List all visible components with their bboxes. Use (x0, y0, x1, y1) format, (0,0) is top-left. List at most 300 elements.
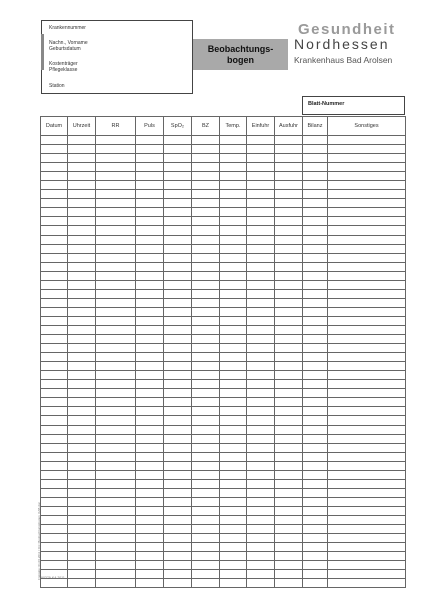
table-cell[interactable] (192, 525, 220, 534)
table-cell[interactable] (247, 280, 275, 289)
table-cell[interactable] (220, 181, 247, 190)
table-cell[interactable] (275, 425, 303, 434)
table-cell[interactable] (68, 353, 96, 362)
table-cell[interactable] (328, 461, 406, 470)
table-cell[interactable] (136, 515, 164, 524)
table-cell[interactable] (164, 335, 192, 344)
table-cell[interactable] (328, 253, 406, 262)
table-cell[interactable] (41, 425, 68, 434)
table-cell[interactable] (220, 488, 247, 497)
table-cell[interactable] (68, 344, 96, 353)
table-cell[interactable] (136, 298, 164, 307)
table-cell[interactable] (96, 525, 136, 534)
blatt-nummer-box[interactable] (302, 96, 405, 115)
table-cell[interactable] (68, 443, 96, 452)
table-cell[interactable] (247, 190, 275, 199)
table-cell[interactable] (96, 434, 136, 443)
table-cell[interactable] (136, 425, 164, 434)
table-cell[interactable] (68, 497, 96, 506)
table-cell[interactable] (96, 235, 136, 244)
table-cell[interactable] (275, 325, 303, 334)
table-cell[interactable] (303, 479, 328, 488)
table-cell[interactable] (136, 407, 164, 416)
table-cell[interactable] (192, 552, 220, 561)
table-cell[interactable] (247, 389, 275, 398)
table-cell[interactable] (164, 325, 192, 334)
table-cell[interactable] (192, 335, 220, 344)
table-cell[interactable] (303, 235, 328, 244)
table-cell[interactable] (192, 534, 220, 543)
table-cell[interactable] (136, 497, 164, 506)
table-cell[interactable] (164, 190, 192, 199)
table-cell[interactable] (303, 506, 328, 515)
table-cell[interactable] (328, 506, 406, 515)
table-cell[interactable] (275, 380, 303, 389)
table-cell[interactable] (328, 163, 406, 172)
table-cell[interactable] (96, 534, 136, 543)
table-cell[interactable] (275, 579, 303, 588)
table-cell[interactable] (164, 389, 192, 398)
table-cell[interactable] (247, 289, 275, 298)
table-cell[interactable] (192, 389, 220, 398)
table-cell[interactable] (247, 371, 275, 380)
table-cell[interactable] (164, 307, 192, 316)
table-cell[interactable] (247, 407, 275, 416)
table-cell[interactable] (136, 570, 164, 579)
table-cell[interactable] (96, 371, 136, 380)
table-cell[interactable] (136, 335, 164, 344)
table-cell[interactable] (328, 172, 406, 181)
table-cell[interactable] (275, 515, 303, 524)
table-cell[interactable] (247, 271, 275, 280)
table-cell[interactable] (247, 506, 275, 515)
table-cell[interactable] (41, 488, 68, 497)
table-cell[interactable] (68, 380, 96, 389)
table-cell[interactable] (328, 470, 406, 479)
table-cell[interactable] (96, 325, 136, 334)
table-cell[interactable] (192, 570, 220, 579)
table-cell[interactable] (247, 181, 275, 190)
table-cell[interactable] (328, 579, 406, 588)
table-cell[interactable] (220, 154, 247, 163)
table-cell[interactable] (96, 552, 136, 561)
table-cell[interactable] (68, 190, 96, 199)
table-cell[interactable] (41, 253, 68, 262)
table-cell[interactable] (303, 136, 328, 145)
table-cell[interactable] (164, 497, 192, 506)
table-cell[interactable] (303, 389, 328, 398)
table-cell[interactable] (164, 371, 192, 380)
table-cell[interactable] (247, 217, 275, 226)
table-cell[interactable] (303, 199, 328, 208)
table-cell[interactable] (303, 344, 328, 353)
table-cell[interactable] (303, 380, 328, 389)
table-cell[interactable] (41, 307, 68, 316)
table-cell[interactable] (41, 145, 68, 154)
table-cell[interactable] (220, 316, 247, 325)
table-cell[interactable] (220, 479, 247, 488)
table-cell[interactable] (247, 470, 275, 479)
table-cell[interactable] (275, 371, 303, 380)
table-cell[interactable] (220, 335, 247, 344)
table-cell[interactable] (41, 534, 68, 543)
table-cell[interactable] (96, 470, 136, 479)
table-cell[interactable] (96, 145, 136, 154)
table-cell[interactable] (247, 488, 275, 497)
table-cell[interactable] (96, 289, 136, 298)
table-cell[interactable] (192, 362, 220, 371)
table-cell[interactable] (192, 271, 220, 280)
table-cell[interactable] (220, 416, 247, 425)
table-cell[interactable] (68, 506, 96, 515)
table-cell[interactable] (303, 579, 328, 588)
table-cell[interactable] (275, 298, 303, 307)
table-cell[interactable] (41, 154, 68, 163)
table-cell[interactable] (164, 579, 192, 588)
table-cell[interactable] (303, 570, 328, 579)
table-cell[interactable] (275, 389, 303, 398)
table-cell[interactable] (68, 434, 96, 443)
table-cell[interactable] (192, 353, 220, 362)
table-cell[interactable] (220, 497, 247, 506)
table-cell[interactable] (220, 452, 247, 461)
table-cell[interactable] (275, 199, 303, 208)
table-cell[interactable] (220, 434, 247, 443)
table-cell[interactable] (68, 163, 96, 172)
table-cell[interactable] (164, 163, 192, 172)
table-cell[interactable] (164, 416, 192, 425)
table-cell[interactable] (68, 461, 96, 470)
table-cell[interactable] (96, 416, 136, 425)
table-cell[interactable] (164, 244, 192, 253)
table-cell[interactable] (96, 353, 136, 362)
table-cell[interactable] (247, 316, 275, 325)
table-cell[interactable] (328, 570, 406, 579)
table-cell[interactable] (41, 353, 68, 362)
table-cell[interactable] (136, 316, 164, 325)
table-cell[interactable] (96, 226, 136, 235)
table-cell[interactable] (136, 190, 164, 199)
table-cell[interactable] (192, 235, 220, 244)
table-cell[interactable] (275, 525, 303, 534)
table-cell[interactable] (247, 154, 275, 163)
table-cell[interactable] (68, 172, 96, 181)
table-cell[interactable] (303, 461, 328, 470)
table-cell[interactable] (96, 136, 136, 145)
table-cell[interactable] (192, 289, 220, 298)
table-cell[interactable] (136, 235, 164, 244)
table-cell[interactable] (247, 353, 275, 362)
table-cell[interactable] (220, 344, 247, 353)
table-cell[interactable] (328, 353, 406, 362)
table-cell[interactable] (96, 443, 136, 452)
table-cell[interactable] (328, 515, 406, 524)
table-cell[interactable] (192, 145, 220, 154)
table-cell[interactable] (96, 425, 136, 434)
table-cell[interactable] (68, 362, 96, 371)
table-cell[interactable] (275, 353, 303, 362)
table-cell[interactable] (303, 470, 328, 479)
table-cell[interactable] (136, 172, 164, 181)
table-cell[interactable] (247, 344, 275, 353)
table-cell[interactable] (328, 217, 406, 226)
table-cell[interactable] (192, 307, 220, 316)
table-cell[interactable] (303, 289, 328, 298)
table-cell[interactable] (164, 145, 192, 154)
table-cell[interactable] (220, 552, 247, 561)
table-cell[interactable] (328, 425, 406, 434)
table-cell[interactable] (136, 398, 164, 407)
table-cell[interactable] (220, 136, 247, 145)
table-cell[interactable] (192, 280, 220, 289)
table-cell[interactable] (192, 371, 220, 380)
table-cell[interactable] (192, 488, 220, 497)
table-cell[interactable] (275, 280, 303, 289)
table-cell[interactable] (192, 262, 220, 271)
table-cell[interactable] (275, 154, 303, 163)
table-cell[interactable] (96, 163, 136, 172)
table-cell[interactable] (247, 416, 275, 425)
table-cell[interactable] (247, 497, 275, 506)
table-cell[interactable] (275, 335, 303, 344)
table-cell[interactable] (220, 579, 247, 588)
table-cell[interactable] (303, 561, 328, 570)
table-cell[interactable] (247, 262, 275, 271)
table-cell[interactable] (328, 479, 406, 488)
table-cell[interactable] (275, 136, 303, 145)
table-cell[interactable] (220, 506, 247, 515)
table-cell[interactable] (164, 298, 192, 307)
table-cell[interactable] (96, 461, 136, 470)
table-cell[interactable] (68, 298, 96, 307)
table-cell[interactable] (68, 479, 96, 488)
table-cell[interactable] (328, 136, 406, 145)
table-cell[interactable] (220, 425, 247, 434)
table-cell[interactable] (328, 199, 406, 208)
table-cell[interactable] (136, 163, 164, 172)
table-cell[interactable] (136, 262, 164, 271)
table-cell[interactable] (41, 335, 68, 344)
table-cell[interactable] (303, 190, 328, 199)
table-cell[interactable] (275, 543, 303, 552)
table-cell[interactable] (136, 208, 164, 217)
table-cell[interactable] (303, 145, 328, 154)
table-cell[interactable] (68, 226, 96, 235)
table-cell[interactable] (136, 389, 164, 398)
table-cell[interactable] (247, 335, 275, 344)
table-cell[interactable] (303, 497, 328, 506)
table-cell[interactable] (220, 271, 247, 280)
table-cell[interactable] (164, 452, 192, 461)
table-cell[interactable] (328, 244, 406, 253)
table-cell[interactable] (192, 561, 220, 570)
table-cell[interactable] (275, 163, 303, 172)
table-cell[interactable] (41, 398, 68, 407)
table-cell[interactable] (41, 371, 68, 380)
table-cell[interactable] (68, 407, 96, 416)
table-cell[interactable] (164, 262, 192, 271)
table-cell[interactable] (96, 407, 136, 416)
table-cell[interactable] (164, 398, 192, 407)
table-cell[interactable] (220, 389, 247, 398)
table-cell[interactable] (247, 515, 275, 524)
table-cell[interactable] (275, 172, 303, 181)
table-cell[interactable] (164, 316, 192, 325)
table-cell[interactable] (303, 307, 328, 316)
table-cell[interactable] (247, 579, 275, 588)
table-cell[interactable] (136, 479, 164, 488)
table-cell[interactable] (275, 181, 303, 190)
table-cell[interactable] (68, 389, 96, 398)
table-cell[interactable] (41, 362, 68, 371)
table-cell[interactable] (328, 154, 406, 163)
table-cell[interactable] (136, 380, 164, 389)
table-cell[interactable] (220, 380, 247, 389)
table-cell[interactable] (220, 543, 247, 552)
table-cell[interactable] (68, 579, 96, 588)
table-cell[interactable] (41, 461, 68, 470)
table-cell[interactable] (192, 398, 220, 407)
table-cell[interactable] (136, 452, 164, 461)
table-cell[interactable] (136, 488, 164, 497)
table-cell[interactable] (220, 534, 247, 543)
table-cell[interactable] (303, 280, 328, 289)
table-cell[interactable] (164, 362, 192, 371)
table-cell[interactable] (96, 262, 136, 271)
table-cell[interactable] (68, 534, 96, 543)
table-cell[interactable] (192, 452, 220, 461)
table-cell[interactable] (303, 488, 328, 497)
table-cell[interactable] (328, 235, 406, 244)
table-cell[interactable] (96, 190, 136, 199)
table-cell[interactable] (192, 298, 220, 307)
table-cell[interactable] (41, 208, 68, 217)
table-cell[interactable] (96, 488, 136, 497)
table-cell[interactable] (247, 461, 275, 470)
table-cell[interactable] (136, 226, 164, 235)
table-cell[interactable] (247, 244, 275, 253)
table-cell[interactable] (192, 316, 220, 325)
table-cell[interactable] (328, 398, 406, 407)
table-cell[interactable] (303, 398, 328, 407)
table-cell[interactable] (41, 579, 68, 588)
table-cell[interactable] (192, 136, 220, 145)
table-cell[interactable] (164, 434, 192, 443)
table-cell[interactable] (41, 298, 68, 307)
table-cell[interactable] (68, 244, 96, 253)
table-cell[interactable] (41, 235, 68, 244)
table-cell[interactable] (303, 525, 328, 534)
table-cell[interactable] (328, 362, 406, 371)
table-cell[interactable] (136, 371, 164, 380)
table-cell[interactable] (164, 136, 192, 145)
table-cell[interactable] (303, 362, 328, 371)
table-cell[interactable] (220, 226, 247, 235)
table-cell[interactable] (136, 434, 164, 443)
table-cell[interactable] (275, 217, 303, 226)
table-cell[interactable] (247, 525, 275, 534)
table-cell[interactable] (220, 353, 247, 362)
table-cell[interactable] (247, 172, 275, 181)
table-cell[interactable] (136, 280, 164, 289)
table-cell[interactable] (328, 271, 406, 280)
table-cell[interactable] (303, 172, 328, 181)
table-cell[interactable] (192, 407, 220, 416)
table-cell[interactable] (275, 434, 303, 443)
table-cell[interactable] (96, 570, 136, 579)
table-cell[interactable] (220, 190, 247, 199)
table-cell[interactable] (164, 199, 192, 208)
table-cell[interactable] (68, 371, 96, 380)
table-cell[interactable] (275, 398, 303, 407)
table-cell[interactable] (275, 235, 303, 244)
table-cell[interactable] (247, 136, 275, 145)
table-cell[interactable] (136, 199, 164, 208)
table-cell[interactable] (328, 325, 406, 334)
table-cell[interactable] (328, 488, 406, 497)
table-cell[interactable] (96, 208, 136, 217)
table-cell[interactable] (96, 479, 136, 488)
table-cell[interactable] (328, 561, 406, 570)
table-cell[interactable] (328, 307, 406, 316)
table-cell[interactable] (192, 497, 220, 506)
table-cell[interactable] (220, 398, 247, 407)
table-cell[interactable] (192, 344, 220, 353)
table-cell[interactable] (220, 289, 247, 298)
table-cell[interactable] (275, 570, 303, 579)
table-cell[interactable] (220, 325, 247, 334)
table-cell[interactable] (68, 488, 96, 497)
table-cell[interactable] (136, 325, 164, 334)
table-cell[interactable] (96, 217, 136, 226)
table-cell[interactable] (41, 271, 68, 280)
table-cell[interactable] (303, 271, 328, 280)
table-cell[interactable] (164, 235, 192, 244)
table-cell[interactable] (68, 425, 96, 434)
table-cell[interactable] (96, 307, 136, 316)
table-cell[interactable] (275, 407, 303, 416)
table-cell[interactable] (220, 561, 247, 570)
table-cell[interactable] (41, 136, 68, 145)
table-cell[interactable] (68, 552, 96, 561)
table-cell[interactable] (41, 525, 68, 534)
table-cell[interactable] (164, 289, 192, 298)
table-cell[interactable] (96, 199, 136, 208)
table-cell[interactable] (136, 271, 164, 280)
table-cell[interactable] (275, 479, 303, 488)
table-cell[interactable] (220, 443, 247, 452)
table-cell[interactable] (96, 497, 136, 506)
table-cell[interactable] (136, 561, 164, 570)
table-cell[interactable] (275, 534, 303, 543)
table-cell[interactable] (164, 506, 192, 515)
table-cell[interactable] (220, 172, 247, 181)
table-cell[interactable] (303, 515, 328, 524)
table-cell[interactable] (68, 154, 96, 163)
table-cell[interactable] (275, 452, 303, 461)
table-cell[interactable] (220, 163, 247, 172)
table-cell[interactable] (164, 353, 192, 362)
table-cell[interactable] (164, 534, 192, 543)
table-cell[interactable] (41, 470, 68, 479)
table-cell[interactable] (96, 543, 136, 552)
table-cell[interactable] (220, 217, 247, 226)
table-cell[interactable] (41, 316, 68, 325)
table-cell[interactable] (220, 145, 247, 154)
table-cell[interactable] (136, 362, 164, 371)
table-cell[interactable] (247, 298, 275, 307)
table-cell[interactable] (247, 552, 275, 561)
